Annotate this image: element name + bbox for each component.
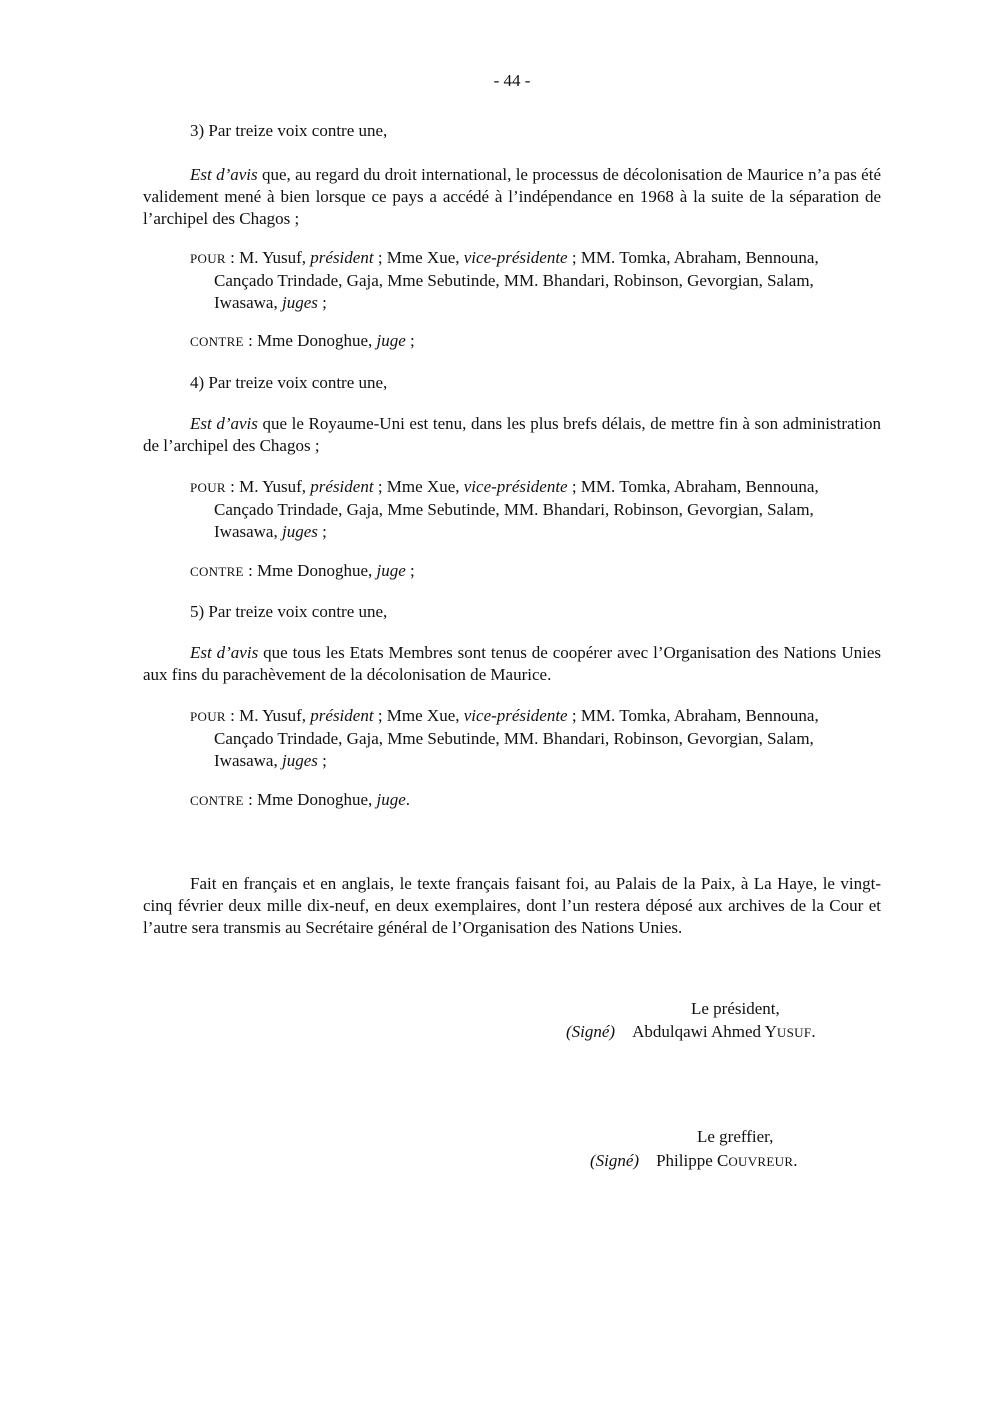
opinion-paragraph: Est d’avis que tous les Etats Membres sont tenus de coopérer avec l’Organisation des Nations Unies aux fins du parachèvement de la décolonisation de Maurice. xyxy=(143,643,881,684)
section-heading: 5) Par treize voix contre une, xyxy=(190,602,388,621)
opinion-paragraph: Est d’avis que, au regard du droit international, le processus de décolonisation de Maurice n’a pas été validement mené à bien lorsque ce pays a accédé à l’indépendance en 1968 à la suite de la séparation de l’archipel des Chagos ; xyxy=(143,165,881,228)
vote-contre: CONTRE : Mme Donoghue, juge ; xyxy=(190,331,415,350)
vote-contre: CONTRE : Mme Donoghue, juge. xyxy=(190,790,411,809)
page-number: - 44 - xyxy=(493,71,531,90)
signature-title-president: Le président, xyxy=(691,999,780,1018)
section-heading: 4) Par treize voix contre une, xyxy=(190,373,388,392)
signature-president: (Signé) Abdulqawi Ahmed YUSUF. xyxy=(566,1022,816,1041)
section-heading: 3) Par treize voix contre une, xyxy=(190,121,388,140)
opinion-paragraph: Est d’avis que le Royaume-Uni est tenu, dans les plus brefs délais, de mettre fin à son administration de l’archipel des Chagos ; xyxy=(143,414,881,455)
signature-title-greffier: Le greffier, xyxy=(697,1127,774,1146)
vote-pour: POUR : M. Yusuf, président ; Mme Xue, vice-présidente ; MM. Tomka, Abraham, Bennouna, Cançado Trindade, Gaja, Mme Sebutinde, MM. Bhandari, Robinson, Gevorgian, Salam, Iwasawa, juges ; xyxy=(190,477,819,541)
vote-contre: CONTRE : Mme Donoghue, juge ; xyxy=(190,561,415,580)
vote-pour: POUR : M. Yusuf, président ; Mme Xue, vice-présidente ; MM. Tomka, Abraham, Bennouna, Cançado Trindade, Gaja, Mme Sebutinde, MM. Bhandari, Robinson, Gevorgian, Salam, Iwasawa, juges ; xyxy=(190,706,819,770)
closing-paragraph: Fait en français et en anglais, le texte français faisant foi, au Palais de la Paix, à La Haye, le vingt-cinq février deux mille dix-neuf, en deux exemplaires, dont l’un restera déposé aux archives de la Cour et l’autre sera transmis au Secrétaire général de l’Organisation des Nations Unies. xyxy=(143,874,881,937)
signature-greffier: (Signé) Philippe COUVREUR. xyxy=(590,1151,798,1170)
vote-pour: POUR : M. Yusuf, président ; Mme Xue, vice-présidente ; MM. Tomka, Abraham, Bennouna, Cançado Trindade, Gaja, Mme Sebutinde, MM. Bhandari, Robinson, Gevorgian, Salam, Iwasawa, juges ; xyxy=(190,248,819,312)
